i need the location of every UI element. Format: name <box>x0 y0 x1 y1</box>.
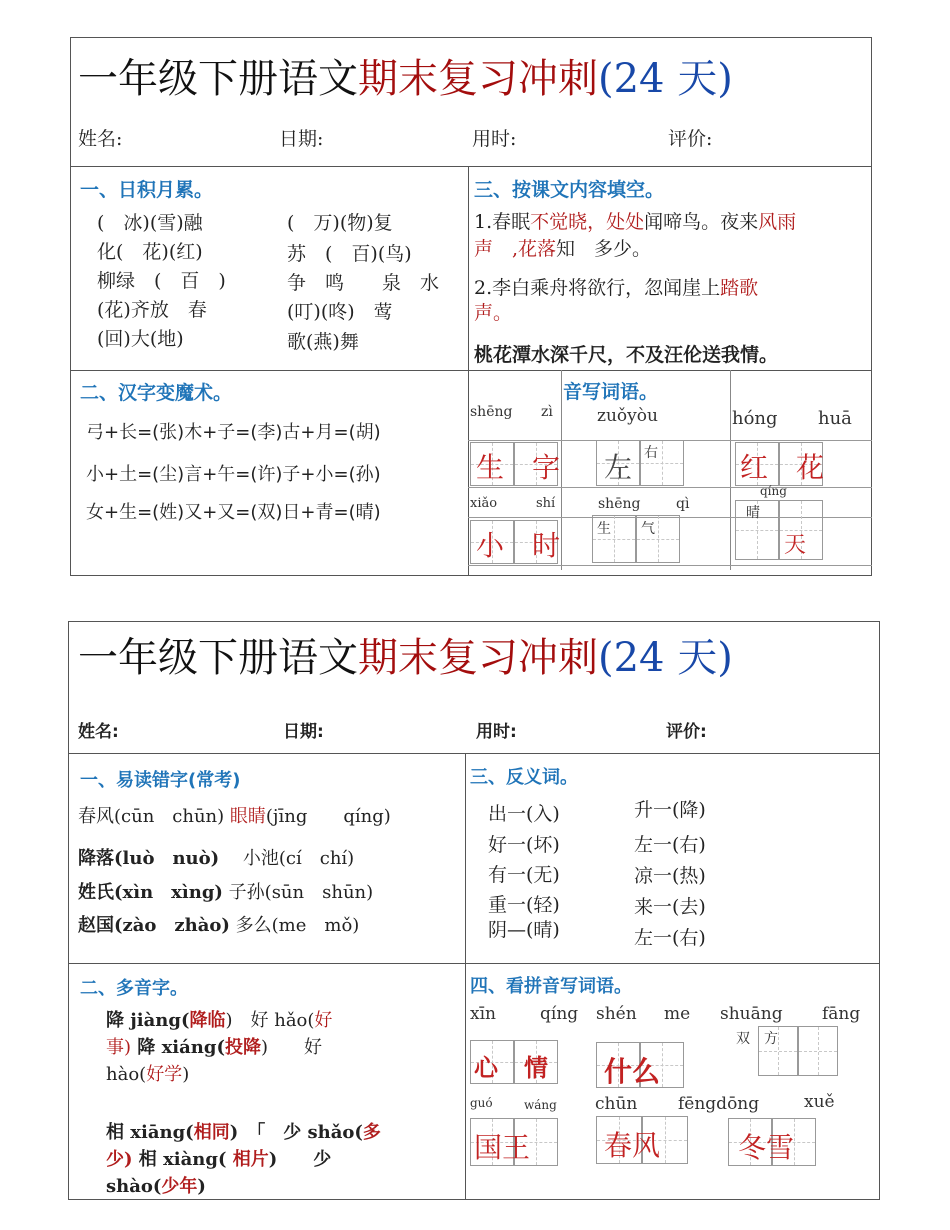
pinyin: guó <box>470 1096 493 1110</box>
name-label: 姓名: <box>78 128 123 150</box>
time-label: 用时: <box>472 128 517 150</box>
sheet1-sec2-row: 弓+长=(张)木+子=(李)古+月=(胡) <box>86 422 381 443</box>
answer-chars: 天 <box>784 533 807 558</box>
pinyin: shí <box>536 496 556 511</box>
time-label: 用时: <box>476 722 517 742</box>
answer-small: 晴 <box>746 505 760 521</box>
pinyin: chūn <box>595 1094 638 1114</box>
answer-chars: 什么 <box>604 1055 661 1088</box>
pinyin: wáng <box>524 1098 557 1112</box>
sheet1-sec3-line1: 1.春眠不觉晓，处处闻啼鸟。夜来风雨 <box>474 211 797 233</box>
sheet1-sec3-line4: 声。 <box>474 302 513 324</box>
pinyin: huā <box>818 408 852 429</box>
sheet1-sec3-line3: 2.李白乘舟将欲行，忽闻崖上踏歌 <box>474 277 759 299</box>
pinyin: shēng <box>470 404 513 420</box>
answer-chars: 冬雪 <box>738 1131 795 1164</box>
sheet2-sec3-title: 三、反义词。 <box>470 767 578 788</box>
sheet2-sec4-title: 四、看拼音写词语。 <box>470 976 632 997</box>
pinyin: hóng <box>732 408 778 429</box>
answer-chars: 情 <box>524 1053 548 1082</box>
eval-label: 评价: <box>668 128 713 150</box>
sheet1-sec1-title: 一、日积月累。 <box>80 179 214 201</box>
answer-chars: 生 字 <box>476 451 561 484</box>
pinyin: qì <box>676 496 690 512</box>
pinyin: shén <box>596 1004 637 1024</box>
pinyin: zì <box>541 404 553 420</box>
answer-small: 气 <box>641 521 655 537</box>
polyphone-line: 少) 相 xiàng( 相片) 少 <box>106 1149 332 1170</box>
answer-chars: 左 <box>604 451 633 484</box>
pinyin: fāng <box>822 1004 861 1024</box>
polyphone-line: 相 xiāng(相同) 「 少 shǎo(多 <box>106 1122 381 1143</box>
answer-chars: 国王 <box>474 1131 531 1164</box>
sheet2-sec1-row2: 降落(luò nuò) 小池(cí chí) <box>78 848 355 869</box>
polyphone-line: 降 jiàng(降临) 好 hǎo(好 <box>106 1010 333 1031</box>
date-label: 日期: <box>279 128 324 150</box>
pinyin: qíng <box>760 484 787 498</box>
answer-chars: 小 时 <box>476 529 561 562</box>
pinyin: me <box>664 1004 691 1024</box>
polyphone-line: 事) 降 xiáng(投降) 好 <box>106 1037 323 1058</box>
answer-small: 右 <box>644 445 658 461</box>
date-label: 日期: <box>283 722 324 742</box>
pinyin: zuǒyòu <box>597 406 658 426</box>
answer-small: 双 方 <box>736 1031 778 1047</box>
sheet1-sec4-title: 音写词语。 <box>563 381 659 403</box>
answer-chars: 生 <box>597 521 611 537</box>
pinyin: xuě <box>804 1092 835 1112</box>
answer-chars: 春风 <box>604 1129 661 1162</box>
sheet1-sec2-title: 二、汉字变魔术。 <box>80 382 233 404</box>
pinyin: shēng <box>598 496 641 512</box>
pinyin: shuāng <box>720 1004 783 1024</box>
pinyin: qíng <box>540 1004 579 1024</box>
name-label: 姓名: <box>78 722 119 742</box>
sheet2-sec1-row4: 赵国(zào zhào) 多么(me mǒ) <box>78 915 360 936</box>
sheet1-sec2-row: 小+土=(尘)言+午=(许)子+小=(孙) <box>86 464 381 485</box>
sheet2-sec1-row1: 春风(cūn chūn) 眼睛(jīng qíng) <box>78 806 391 827</box>
sheet1-sec3-line2: 声 ,花落知 多少。 <box>474 238 652 260</box>
answer-chars: 红 花 <box>740 451 825 484</box>
eval-label: 评价: <box>666 722 707 742</box>
sheet2-sec2-title: 二、多音字。 <box>80 978 188 999</box>
sheet1-title: 一年级下册语文期末复习冲刺(24 天) <box>78 56 733 102</box>
polyphone-line: shào(少年) <box>106 1176 206 1197</box>
sheet1-sec2-row: 女+生=(姓)又+又=(双)日+青=(晴) <box>86 502 381 523</box>
pinyin: xiǎo <box>470 496 498 511</box>
sheet1-sec3-line5: 桃花潭水深千尺，不及汪伦送我情。 <box>474 344 779 366</box>
pinyin: fēngdōng <box>678 1094 760 1114</box>
sheet2-sec1-row3: 姓氏(xìn xìng) 子孙(sūn shūn) <box>78 882 374 903</box>
polyphone-line: hào(好学) <box>106 1064 190 1085</box>
answer-chars: 心 <box>474 1053 498 1082</box>
sheet1-sec3-title: 三、按课文内容填空。 <box>474 179 665 201</box>
pinyin: xīn <box>470 1004 496 1024</box>
sheet2-title: 一年级下册语文期末复习冲刺(24 天) <box>78 635 733 681</box>
sheet2-sec1-title: 一、易读错字(常考) <box>80 770 241 791</box>
